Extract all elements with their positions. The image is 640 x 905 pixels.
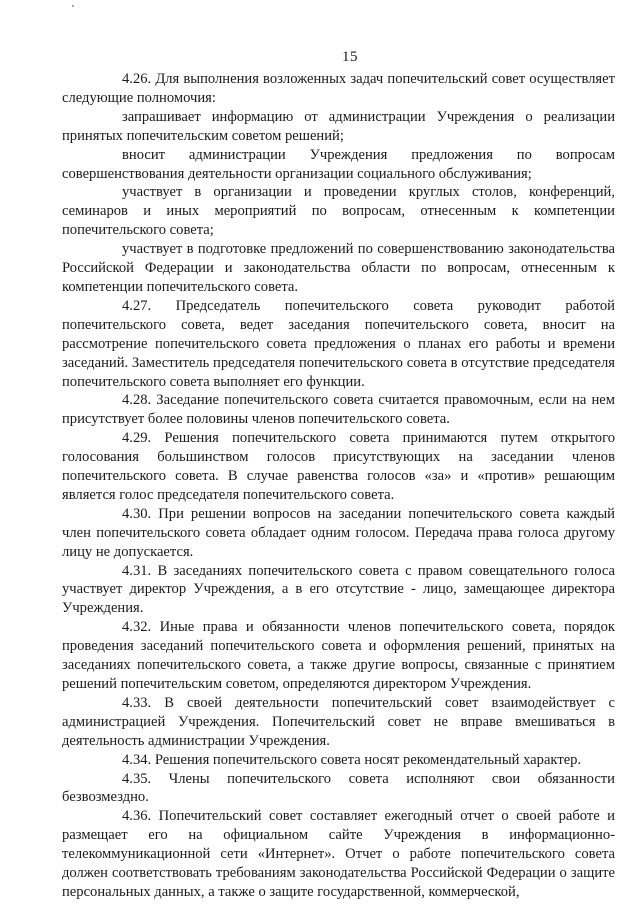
paragraph-4-31: 4.31. В заседаниях попечительского совета с правом совещательного голоса участвует директор Учреждения, а в его отсутствие - лицо, замещающее директора Учреждения. bbox=[62, 562, 615, 617]
paragraph-4-34: 4.34. Решения попечительского совета носят рекомендательный характер. bbox=[122, 751, 582, 768]
scan-artifact-dot bbox=[72, 5, 74, 7]
paragraph-4-28: 4.28. Заседание попечительского совета считается правомочным, если на нем присутствует более половины членов попечительского совета. bbox=[62, 392, 615, 428]
paragraph-4-35: 4.35. Члены попечительского совета исполняют свои обязанности безвозмездно. bbox=[62, 770, 615, 806]
paragraph-4-26-item-3: участвует в организации и проведении круглых столов, конференций, семинаров и иных мероприятий по вопросам, отнесенным к компетенции попечительского совета; bbox=[62, 184, 615, 239]
paragraph-4-26-item-2: вносит администрации Учреждения предложения по вопросам совершенствования деятельности организации социального обслуживания; bbox=[62, 146, 615, 182]
document-body bbox=[62, 70, 615, 902]
paragraph-4-33: 4.33. В своей деятельности попечительский совет взаимодействует с администрацией Учреждения. Попечительский совет не вправе вмешиваться в деятельность администрации Учреждения. bbox=[62, 694, 615, 749]
paragraph-4-30: 4.30. При решении вопросов на заседании попечительского совета каждый член попечительского совета обладает одним голосом. Передача права голоса другому лицу не допускается. bbox=[62, 505, 615, 560]
paragraph-4-26-item-4: участвует в подготовке предложений по совершенствованию законодательства Российской Федерации и законодательства области по вопросам, отнесенным к компетенции попечительского совета. bbox=[62, 241, 615, 295]
paragraph-4-27: 4.27. Председатель попечительского совета руководит работой попечительского совета, ведет заседания попечительского совета, вносит на рассмотрение попечительского совета предложения о планах его работы и времени заседаний. Заместитель председателя попечительского совета в отсутствие председателя попечительского совета выполняет его функции. bbox=[62, 297, 615, 390]
paragraph-4-36: 4.36. Попечительский совет составляет ежегодный отчет о своей работе и размещает его на официальном сайте Учреждения в информационно-телекоммуникационной сети «Интернет». Отчет о работе попечительского совета должен соответствовать требованиям законодательства Российской Федерации о защите персональных данных, а также о защите государственной, коммерческой, bbox=[62, 808, 615, 900]
page-number: 15 bbox=[342, 49, 358, 65]
paragraph-4-29: 4.29. Решения попечительского совета принимаются путем открытого голосования большинством голосов присутствующих на заседании членов попечительского совета. В случае равенства голосов «за» и «против» решающим является голос председателя попечительского совета. bbox=[62, 430, 615, 503]
paragraph-4-26: 4.26. Для выполнения возложенных задач попечительский совет осуществляет следующие полномочия: bbox=[62, 71, 615, 106]
paragraph-4-26-item-1: запрашивает информацию от администрации Учреждения о реализации принятых попечительским советом решений; bbox=[62, 108, 615, 144]
paragraph-4-32: 4.32. Иные права и обязанности членов попечительского совета, порядок проведения заседаний попечительского совета и оформления решений, принятых на заседаниях попечительского совета, а также другие вопросы, связанные с принятием решений попечительским советом, определяются директором Учреждения. bbox=[62, 619, 615, 692]
